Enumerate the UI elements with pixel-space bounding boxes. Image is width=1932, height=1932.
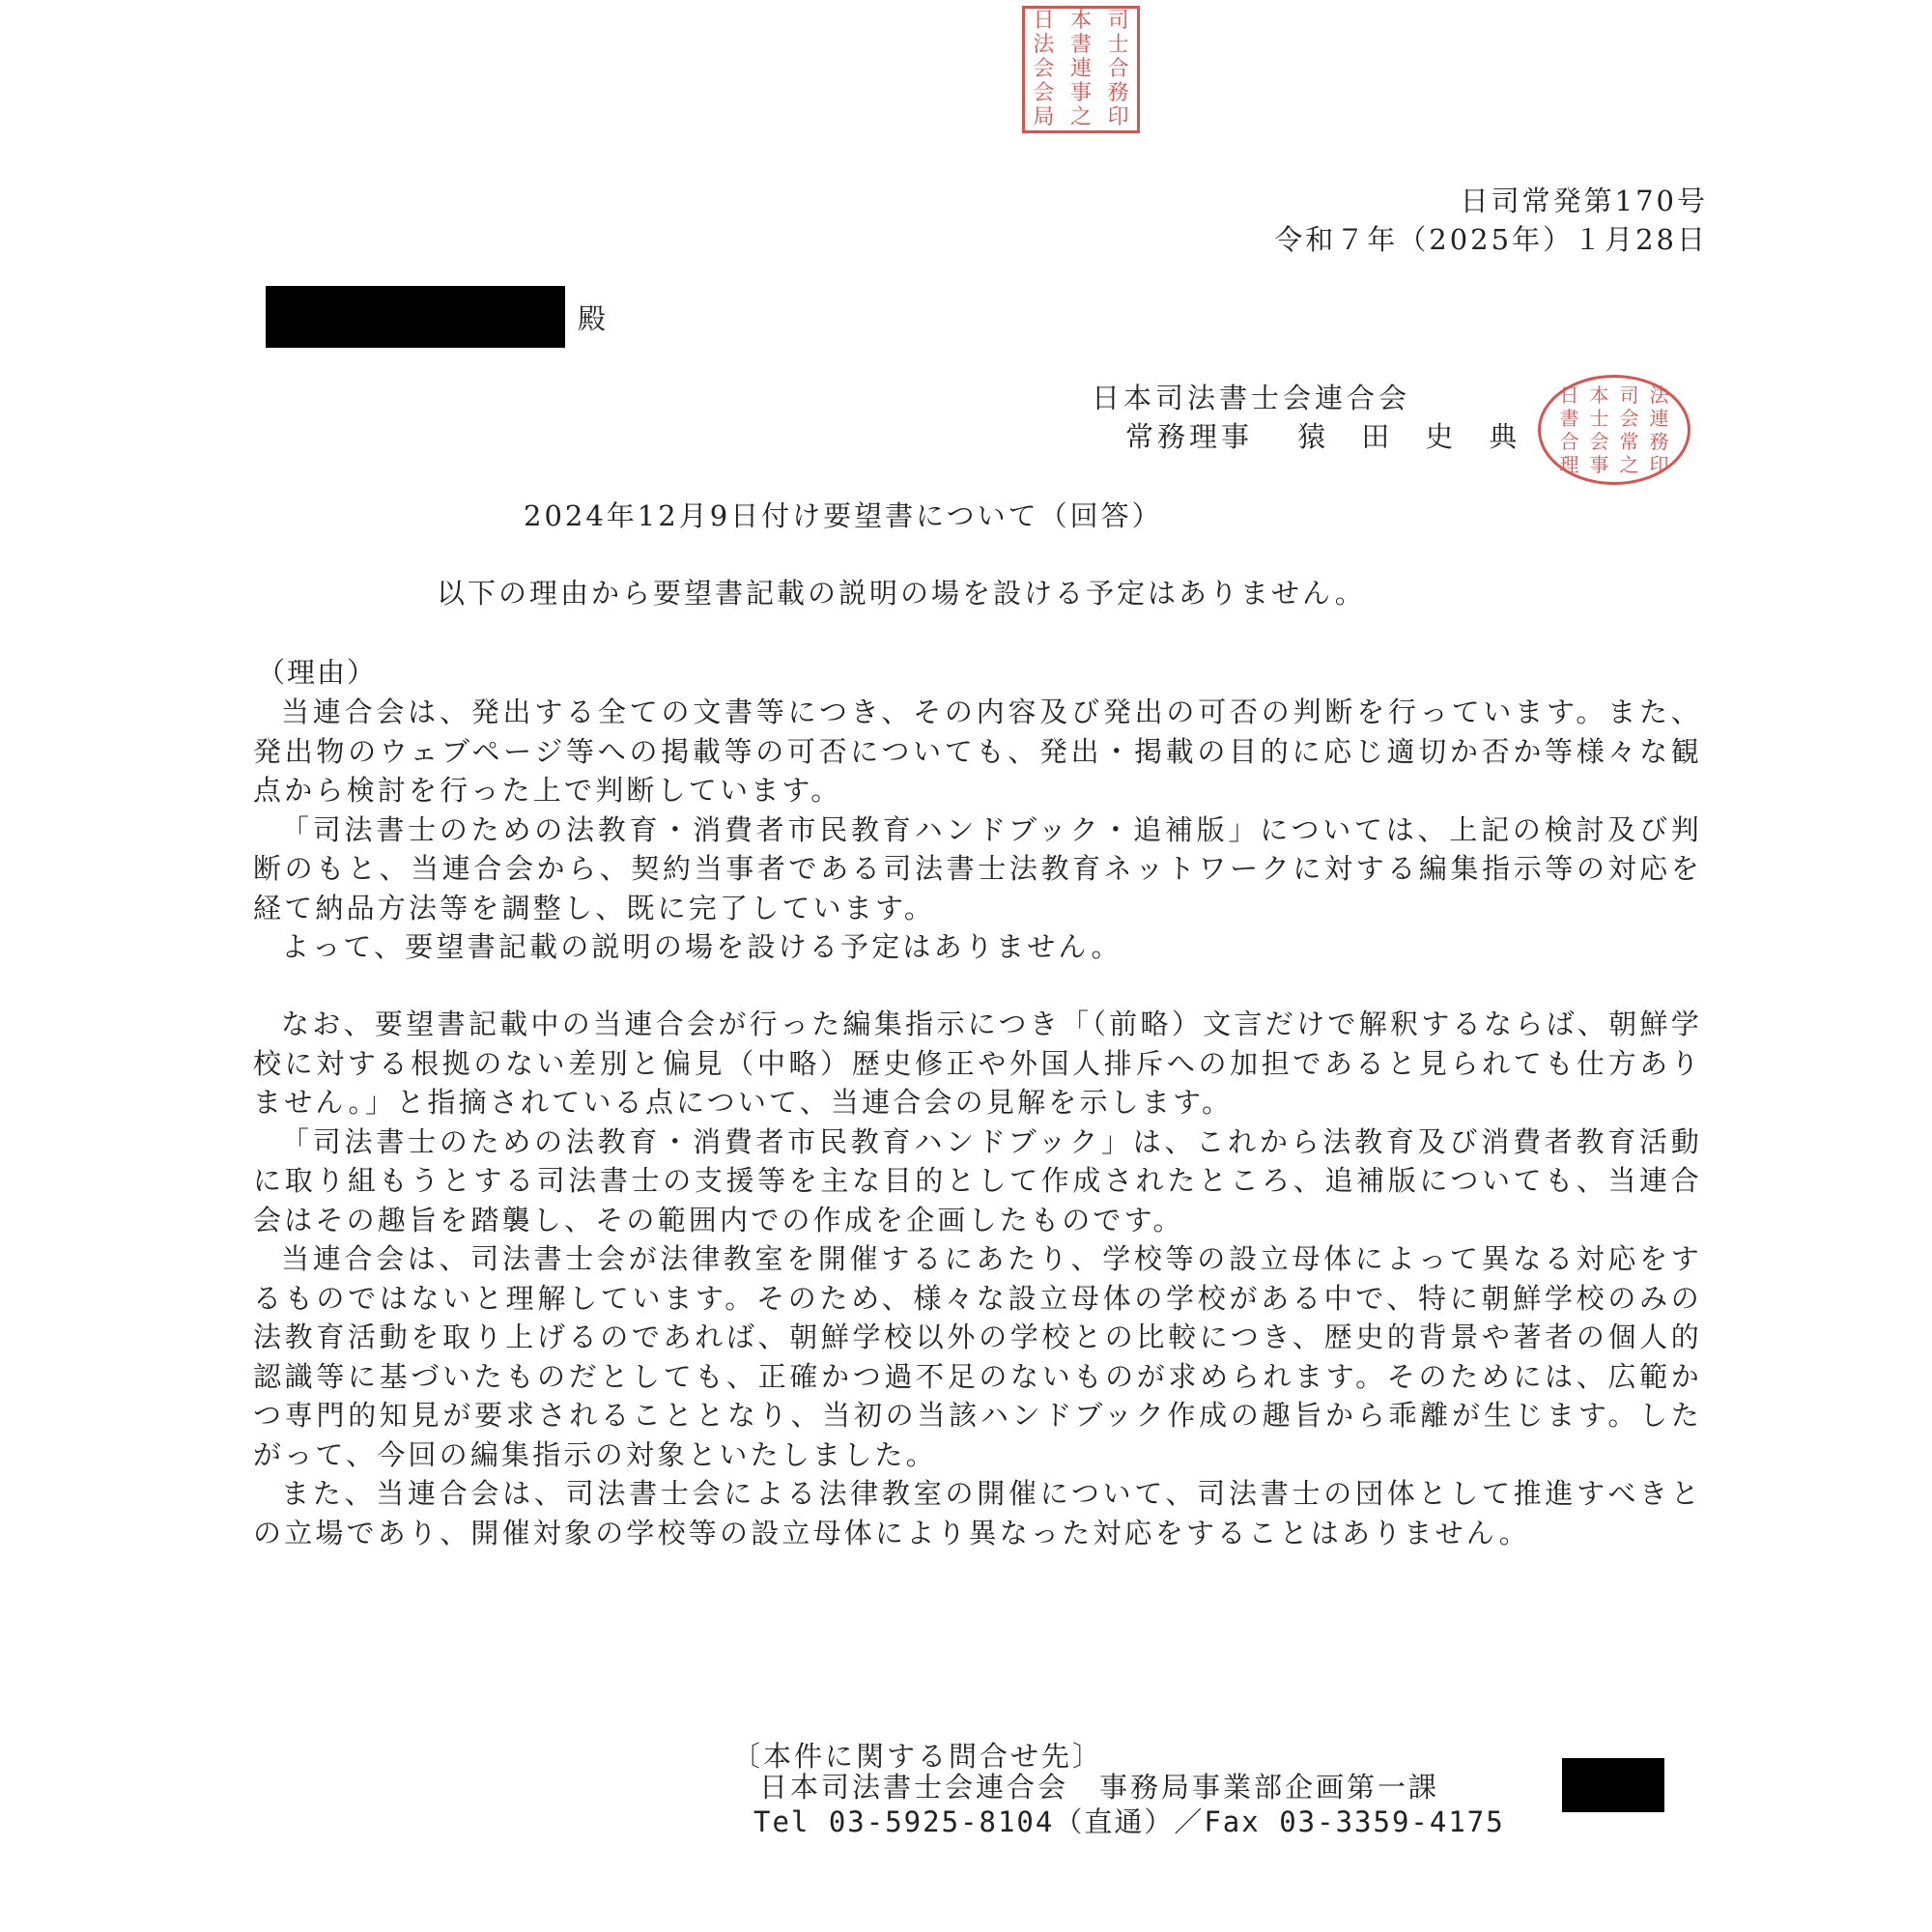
note-paragraph: 当連合会は、司法書士会が法律教室を開催するにあたり、学校等の設立母体によって異なる対応をするものではないと理解しています。そのため、様々な設立母体の学校がある中で、特に朝鮮学校のみの法教育活動を取り上げるのであれば、朝鮮学校以外の学校との比較につき、歴史的背景や著者の個人的認識等に基づいたものだとしても、正確かつ過不足のないものが求められます。そのためには、広範かつ専門的知見が要求されることとなり、当初の当該ハンドブック作成の趣旨から乖離が生じます。したがって、今回の編集指示の対象といたしました。 (253, 1242, 1702, 1471)
recipient-suffix: 殿 (578, 302, 610, 335)
redacted-contact-person (1562, 1758, 1664, 1812)
redacted-recipient (266, 286, 565, 348)
seal-character: 司 (1619, 384, 1639, 407)
seal-character: 事 (1589, 453, 1609, 476)
seal-character: 之 (1069, 105, 1092, 130)
note-body (253, 1005, 1702, 1552)
subject-title: 2024年12月9日付け要望書について（回答） (524, 499, 1163, 532)
seal-character: 本 (1069, 8, 1092, 33)
seal-character: 士 (1589, 407, 1609, 430)
seal-character: 会 (1033, 56, 1055, 81)
seal-character: 士 (1107, 32, 1129, 57)
reason-paragraph: よって、要望書記載の説明の場を設ける予定はありません。 (281, 930, 1122, 963)
contact-heading: 〔本件に関する問合せ先〕 (732, 1740, 1104, 1773)
seal-character: 合 (1107, 56, 1129, 81)
seal-character: 司 (1107, 8, 1129, 33)
sender-seal (1538, 375, 1690, 485)
summary-statement: 以下の理由から要望書記載の説明の場を設ける予定はありません。 (437, 577, 1366, 610)
contact-phone-fax: Tel 03-5925-8104（直通）／Fax 03-3359-4175 (753, 1805, 1505, 1838)
seal-character: 法 (1033, 32, 1055, 57)
document-date: 令和７年（2025年）１月28日 (1274, 223, 1708, 256)
seal-character: 印 (1107, 105, 1129, 130)
reason-heading: （理由） (257, 656, 378, 689)
seal-character: 理 (1559, 453, 1579, 476)
seal-character: 法 (1649, 384, 1669, 407)
seal-character: 連 (1069, 56, 1092, 81)
seal-character: 日 (1033, 8, 1055, 33)
seal-character: 常 (1619, 430, 1639, 453)
seal-character: 会 (1589, 430, 1609, 453)
seal-character: 印 (1649, 453, 1669, 476)
seal-character: 連 (1649, 407, 1669, 430)
seal-character: 務 (1107, 81, 1129, 106)
sender-organization: 日本司法書士会連合会 (1092, 382, 1411, 414)
sender-title-name: 常務理事 猿 田 史 典 (1125, 420, 1521, 453)
seal-character: 会 (1033, 81, 1055, 106)
reason-paragraph: 当連合会は、発出する全ての文書等につき、その内容及び発出の可否の判断を行っています。また、発出物のウェブページ等への掲載等の可否についても、発出・掲載の目的に応じ適切か否か等様々な観点から検討を行った上で判断しています。 (253, 696, 1702, 807)
note-paragraph: なお、要望書記載中の当連合会が行った編集指示につき「（前略）文言だけで解釈するならば、朝鮮学校に対する根拠のない差別と偏見（中略）歴史修正や外国人排斥への加担であると見られても仕方ありません。」と指摘されている点について、当連合会の見解を示します。 (253, 1008, 1702, 1119)
seal-character: 務 (1649, 430, 1669, 453)
seal-character: 局 (1033, 105, 1055, 130)
document-number: 日司常発第170号 (1460, 185, 1708, 217)
seal-character: 本 (1589, 384, 1609, 407)
seal-character: 之 (1619, 453, 1639, 476)
top-seal (1022, 6, 1140, 133)
seal-character: 書 (1559, 407, 1579, 430)
seal-character: 日 (1559, 384, 1579, 407)
seal-character: 会 (1619, 407, 1639, 430)
note-paragraph: また、当連合会は、司法書士会による法律教室の開催について、司法書士の団体として推進すべきとの立場であり、開催対象の学校等の設立母体により異なった対応をすることはありません。 (253, 1477, 1702, 1549)
seal-character: 合 (1559, 430, 1579, 453)
seal-character: 事 (1069, 81, 1092, 106)
reason-paragraph: 「司法書士のための法教育・消費者市民教育ハンドブック・追補版」については、上記の検討及び判断のもと、当連合会から、契約当事者である司法書士法教育ネットワークに対する編集指示等の対応を経て納品方法等を調整し、既に完了しています。 (253, 812, 1702, 924)
note-paragraph: 「司法書士のための法教育・消費者市民教育ハンドブック」は、これから法教育及び消費者教育活動に取り組もうとする司法書士の支援等を主な目的として作成されたところ、追補版についても、当連合会はその趣旨を踏襲し、その範囲内での作成を企画したものです。 (253, 1124, 1702, 1236)
seal-character: 書 (1069, 32, 1092, 57)
contact-org-department: 日本司法書士会連合会 事務局事業部企画第一課 (759, 1771, 1440, 1804)
reason-body (253, 693, 1702, 967)
